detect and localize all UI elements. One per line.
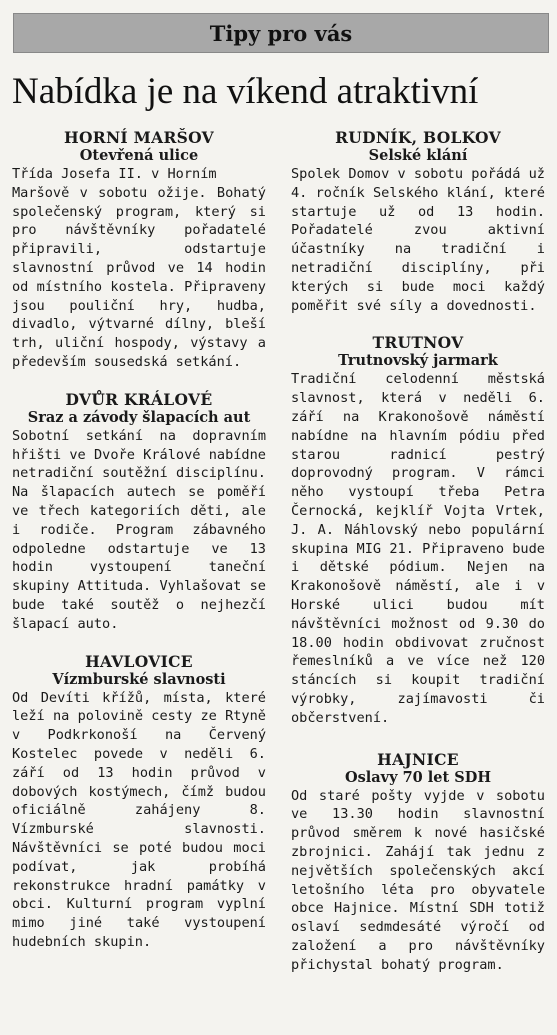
article-text: Od staré pošty vyjde v sobotu ve 13.30 hodin slavnostní průvod směrem k nové hasičské zbrojnici. Zahájí tak jednu z největších společenských akcí letošního léta pro obyvatele obce Hajnice. Místní SDH totiž oslaví sedmdesáté výročí od založení a pro návštěvníky přichystal bohatý program. [291,787,545,973]
article-place: RUDNÍK, BOLKOV [335,128,501,147]
article-text: Spolek Domov v sobotu pořádá už 4. ročník Selského klání, které startuje už od 13 hodin. Pořadatelé zvou aktivní účastníky na tradiční i netradiční disciplíny, při kterých si bude moci každý poměřit své síly a dovednosti. [291,166,545,314]
article-dvur-kralove [12,390,266,634]
article-title: Oslavy 70 let SDH [344,768,492,786]
article-havlovice [12,652,266,952]
page-headline: Nabídka je na víkend atraktivní [12,71,479,112]
article-text: Tradiční celodenní městská slavnost, která v neděli 6. září na Krakonošově náměstí nabídne na hlavním pódiu před starou radnicí pestrý doprovodný program. V rámci něho vystoupí třeba Petra Černocká, kejklíř Vojta Vrtek, J. A. Náhlovský nebo populární skupina MIG 21. Připraveno bude i dětské pódium. Nejen na Krakonošově náměstí, ale i v Horské ulici budou mít návštěvníci možnost od 9.30 do 18.00 hodin obdivovat zručnost řemeslníků a ve více než 120 stáncích si koupit tradiční výrobky, zajímavosti či občerstvení. [291,371,545,726]
article-hajnice [291,750,545,975]
article-title: Otevřená ulice [79,147,199,164]
article-rudnik-bolkov [291,128,545,315]
article-trutnov [291,333,545,727]
article-horni-marsov [12,128,266,372]
left-column [12,128,266,952]
article-place: DVŮR KRÁLOVÉ [65,389,213,409]
article-title: Trutnovský jarmark [338,352,498,370]
article-text: Od Devíti křížů, místa, které leží na polovině cesty ze Rtyně v Podkrkonoší na Červený Kostelec povede v neděli 6. září od 13 hodin průvod v dobových kostýmech, čímž budou oficiálně zahájeny 8. Vízmburské slavnosti. Návštěvníci se poté budou moci podívat, jak probíhá rekonstrukce hradní památky v obci. Kulturní program vyplní mimo jiné také vystoupení hudebních skupin. [12,689,266,950]
article-place: HAJNICE [377,749,459,769]
article-place: TRUTNOV [372,333,464,353]
section-title: Tipy pro vás [209,20,353,46]
right-column [291,128,545,974]
article-title: Vízmburské slavnosti [52,670,226,688]
article-title: Sraz a závody šlapacích aut [27,408,251,426]
article-place: HAVLOVICE [85,651,193,671]
article-text: Sobotní setkání na dopravním hřišti ve Dvoře Králové nabídne netradiční soutěžní disciplínu. Na šlapacích autech se poměří ve třech kategoriích děti, ale i rodiče. Program zábavného odpoledne odstartuje ve 13 hodin vystoupení taneční skupiny Attituda. Vyhlašovat se bude také soutěž o nejhezčí šlapací auto. [12,427,266,632]
section-banner [13,13,549,53]
article-place: HORNÍ MARŠOV [64,128,214,147]
article-title: Selské klání [368,147,468,164]
article-text: Třída Josefa II. v Horním Maršově v sobotu ožije. Bohatý společenský program, který si pro návštěvníky pořadatelé připravili, odstartuje slavnostní průvod ve 14 hodin od místního kostela. Připraveny jsou pouliční hry, hudba, divadlo, výtvarné dílny, bleší trh, uliční hospody, výstavy a především sousedská setkání. [12,166,266,370]
